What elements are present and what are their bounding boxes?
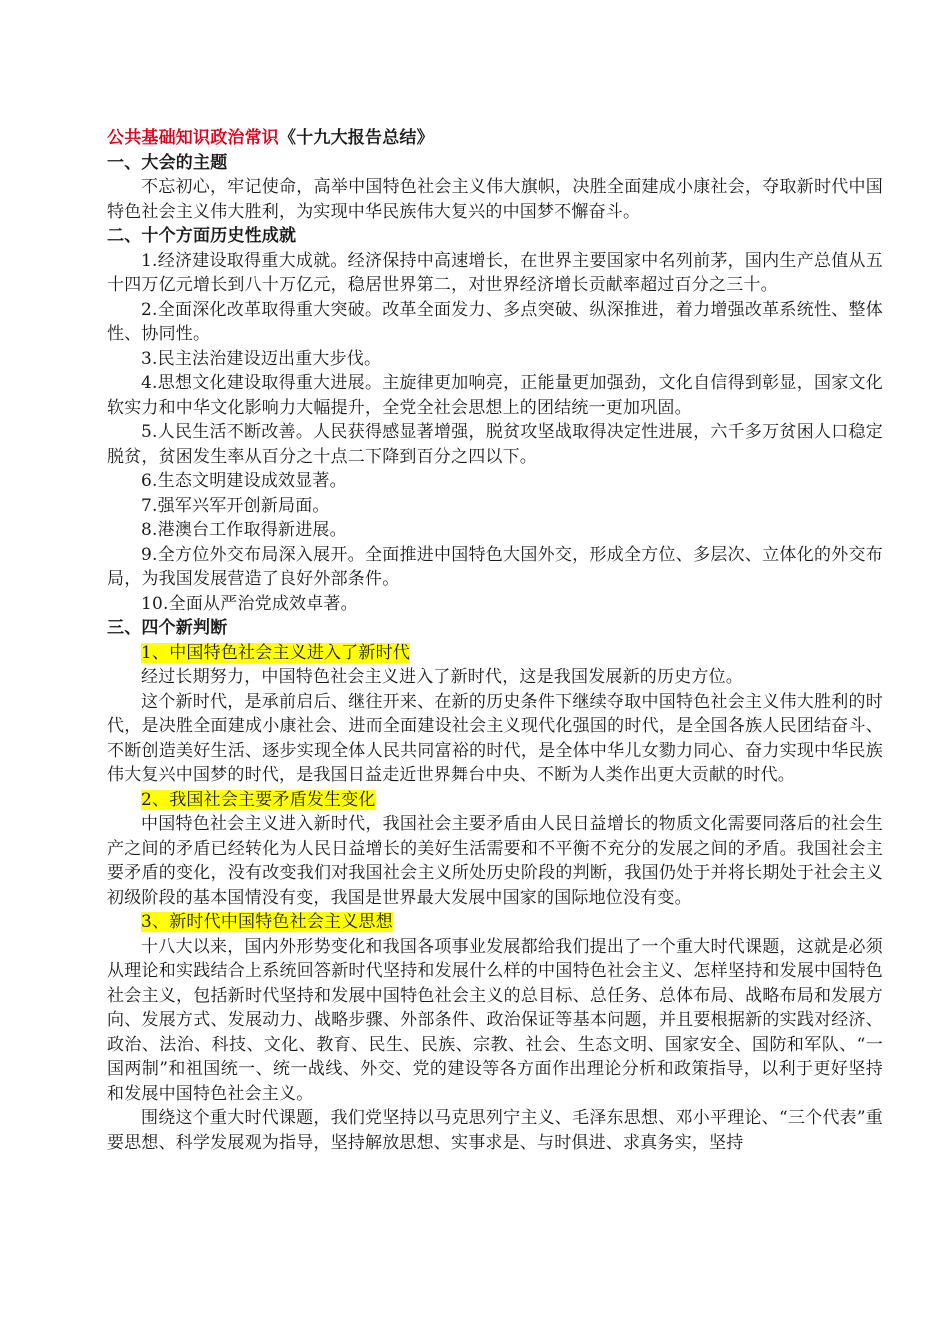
title-black-part: 《十九大报告总结》 (279, 128, 434, 148)
subsection1-para: 经过长期努力，中国特色社会主义进入了新时代，这是我国发展新的历史方位。 (141, 667, 743, 687)
achievement-item: 1.经济建设取得重大成就。经济保持中高速增长，在世界主要国家中名列前茅，国内生产总值从五十四万亿元增长到八十万亿元，稳居世界第二，对世界经济增长贡献率超过百分之三十。 (107, 250, 883, 295)
highlighted-label: 3、新时代中国特色社会主义思想 (141, 912, 393, 932)
section1-heading: 一、大会的主题 (107, 152, 228, 173)
achievement-item: 8.港澳台工作取得新进展。 (141, 520, 347, 540)
achievement-item: 2.全面深化改革取得重大突破。改革全面发力、多点突破、纵深推进，着力增强改革系统性、整体性、协同性。 (107, 299, 883, 344)
document-title (107, 126, 883, 151)
document-page (107, 126, 883, 1155)
subsection3-para: 十八大以来，国内外形势变化和我国各项事业发展都给我们提出了一个重大时代课题，这就是必须从理论和实践结合上系统回答新时代坚持和发展什么样的中国特色社会主义、怎样坚持和发展中国特色社会主义，包括新时代坚持和发展中国特色社会主义的总目标、总任务、总体布局、战略布局和发展方向、发展方式、发展动力、战略步骤、外部条件、政治保证等基本问题，并且要根据新的实践对经济、政治、法治、科技、文化、教育、民生、民族、宗教、社会、生态文明、国家安全、国防和军队、“一国两制”和祖国统一、统一战线、外交、党的建设等各方面作出理论分析和政策指导，以利于更好坚持和发展中国特色社会主义。 (107, 936, 883, 1104)
highlighted-label: 1、中国特色社会主义进入了新时代 (141, 642, 411, 663)
subsection2-label (107, 788, 883, 813)
section3-heading: 三、四个新判断 (107, 618, 228, 638)
section1-text: 不忘初心，牢记使命，高举中国特色社会主义伟大旗帜，决胜全面建成小康社会，夺取新时代中国特色社会主义伟大胜利，为实现中华民族伟大复兴的中国梦不懈奋斗。 (107, 177, 883, 222)
title-red-part: 公共基础知识政治常识 (107, 128, 279, 148)
achievement-item: 7.强军兴军开创新局面。 (141, 495, 330, 516)
subsection1-para: 这个新时代，是承前启后、继往开来、在新的历史条件下继续夺取中国特色社会主义伟大胜利的时代，是决胜全面建成小康社会、进而全面建设社会主义现代化强国的时代，是全国各族人民团结奋斗、不断创造美好生活、逐步实现全体人民共同富裕的时代，是全体中华儿女勠力同心、奋力实现中华民族伟大复兴中国梦的时代，是我国日益走近世界舞台中央、不断为人类作出更大贡献的时代。 (107, 691, 883, 785)
achievement-item: 6.生态文明建设成效显著。 (141, 471, 347, 491)
highlighted-label: 2、我国社会主要矛盾发生变化 (141, 789, 376, 810)
achievement-item: 10.全面从严治党成效卓著。 (141, 593, 358, 614)
achievement-item: 5.人民生活不断改善。人民获得感显著增强，脱贫攻坚战取得决定性进展，六千多万贫困人口稳定脱贫，贫困发生率从百分之十点二下降到百分之四以下。 (107, 422, 883, 467)
subsection1-label (107, 641, 883, 666)
achievement-item: 3.民主法治建设迈出重大步伐。 (141, 348, 382, 369)
achievement-item: 9.全方位外交布局深入展开。全面推进中国特色大国外交，形成全方位、多层次、立体化的外交布局，为我国发展营造了良好外部条件。 (107, 544, 883, 589)
section2-heading: 二、十个方面历史性成就 (107, 226, 297, 246)
subsection3-label (107, 910, 883, 935)
subsection3-para: 围绕这个重大时代课题，我们党坚持以马克思列宁主义、毛泽东思想、邓小平理论、“三个代表”重要思想、科学发展观为指导，坚持解放思想、实事求是、与时俱进、求真务实，坚持 (107, 1108, 883, 1153)
achievement-item: 4.思想文化建设取得重大进展。主旋律更加响亮，正能量更加强劲，文化自信得到彰显，国家文化软实力和中华文化影响力大幅提升，全党全社会思想上的团结统一更加巩固。 (107, 373, 883, 418)
subsection2-para: 中国特色社会主义进入新时代，我国社会主要矛盾由人民日益增长的物质文化需要同落后的社会生产之间的矛盾已经转化为人民日益增长的美好生活需要和不平衡不充分的发展之间的矛盾。我国社会主要矛盾的变化，没有改变我们对我国社会主义所处历史阶段的判断，我国仍处于并将长期处于社会主义初级阶段的基本国情没有变，我国是世界最大发展中国家的国际地位没有变。 (107, 814, 883, 908)
